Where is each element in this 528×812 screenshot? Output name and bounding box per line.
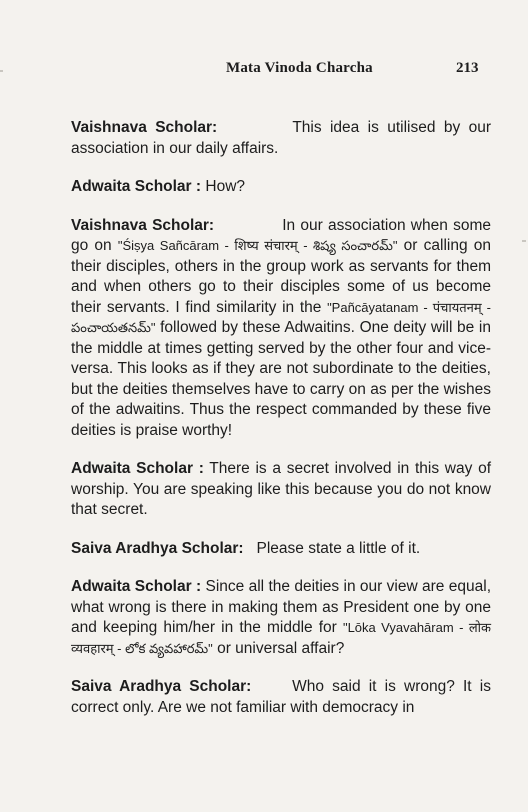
transliterated-term: "Lōka Vyavahāram - लोक व्यवहारम् - లోక వ్యవహారమ్": [71, 620, 491, 656]
dialogue-paragraph: [71, 677, 491, 718]
speaker-label: Vaishnava Scholar:: [71, 216, 215, 234]
dialogue-paragraph: [71, 216, 491, 442]
speech-text: Who said it is wrong? It is correct only. Are we not familiar with democracy in: [71, 678, 491, 716]
speaker-label: Saiva Aradhya Scholar:: [71, 678, 252, 695]
page-number: 213: [456, 60, 479, 76]
transliterated-term: "Pañcāyatanam - पंचायतनम् - పంచాయతనమ్": [71, 299, 491, 335]
dialogue-paragraph: [71, 577, 491, 659]
dialogue-paragraph: [71, 459, 491, 521]
speaker-label: Adwaita Scholar :: [71, 578, 202, 595]
speech-text: How?: [205, 178, 246, 195]
transliterated-term: "Śiṣya Sañcāram - शिष्य संचारम् - శిష్య సంచారమ్": [117, 238, 398, 253]
speech-text: Please state a little of it.: [256, 539, 421, 557]
speech-text: or universal affair?: [212, 639, 345, 657]
speech-text: followed by these Adwaitins. One deity will be in the middle at times getting served by the other four and vice-versa. This looks as if they are not subordinate to the deities, but the deities themselves have to carry on as per the wishes of the adwaitins. Thus the respect commanded by these five deities is praise worthy!: [71, 319, 491, 439]
dialogue-paragraph: [71, 177, 491, 198]
speech-text: There is a secret involved in this way of worship. You are speaking like this because you do not know that secret.: [71, 460, 491, 518]
speaker-label: Saiva Aradhya Scholar:: [71, 539, 244, 557]
speaker-label: Adwaita Scholar :: [71, 178, 202, 195]
speech-text: This idea is utilised by our association in our daily affairs.: [71, 119, 491, 157]
speech-text: Since all the deities in our view are equal, what wrong is there in making them as President one by one and keeping him/her in the middle for: [71, 578, 491, 636]
running-title: Mata Vinoda Charcha: [226, 60, 373, 76]
speaker-label: Adwaita Scholar :: [71, 460, 204, 477]
dialogue-paragraph: [71, 539, 491, 560]
dialogue-paragraph: [71, 118, 491, 159]
page-header: [0, 58, 528, 80]
speaker-label: Vaishnava Scholar:: [71, 119, 218, 136]
speech-text: In our association when some go on: [71, 216, 492, 254]
binding-edge-mark: [0, 70, 3, 72]
speech-text: or calling on their disciples, others in the group work as servants for them and when others go to their disciples some of us become their servants. I find similarity in the: [71, 237, 492, 316]
binding-edge-mark: [522, 240, 526, 242]
dialogue-body: [71, 118, 491, 736]
